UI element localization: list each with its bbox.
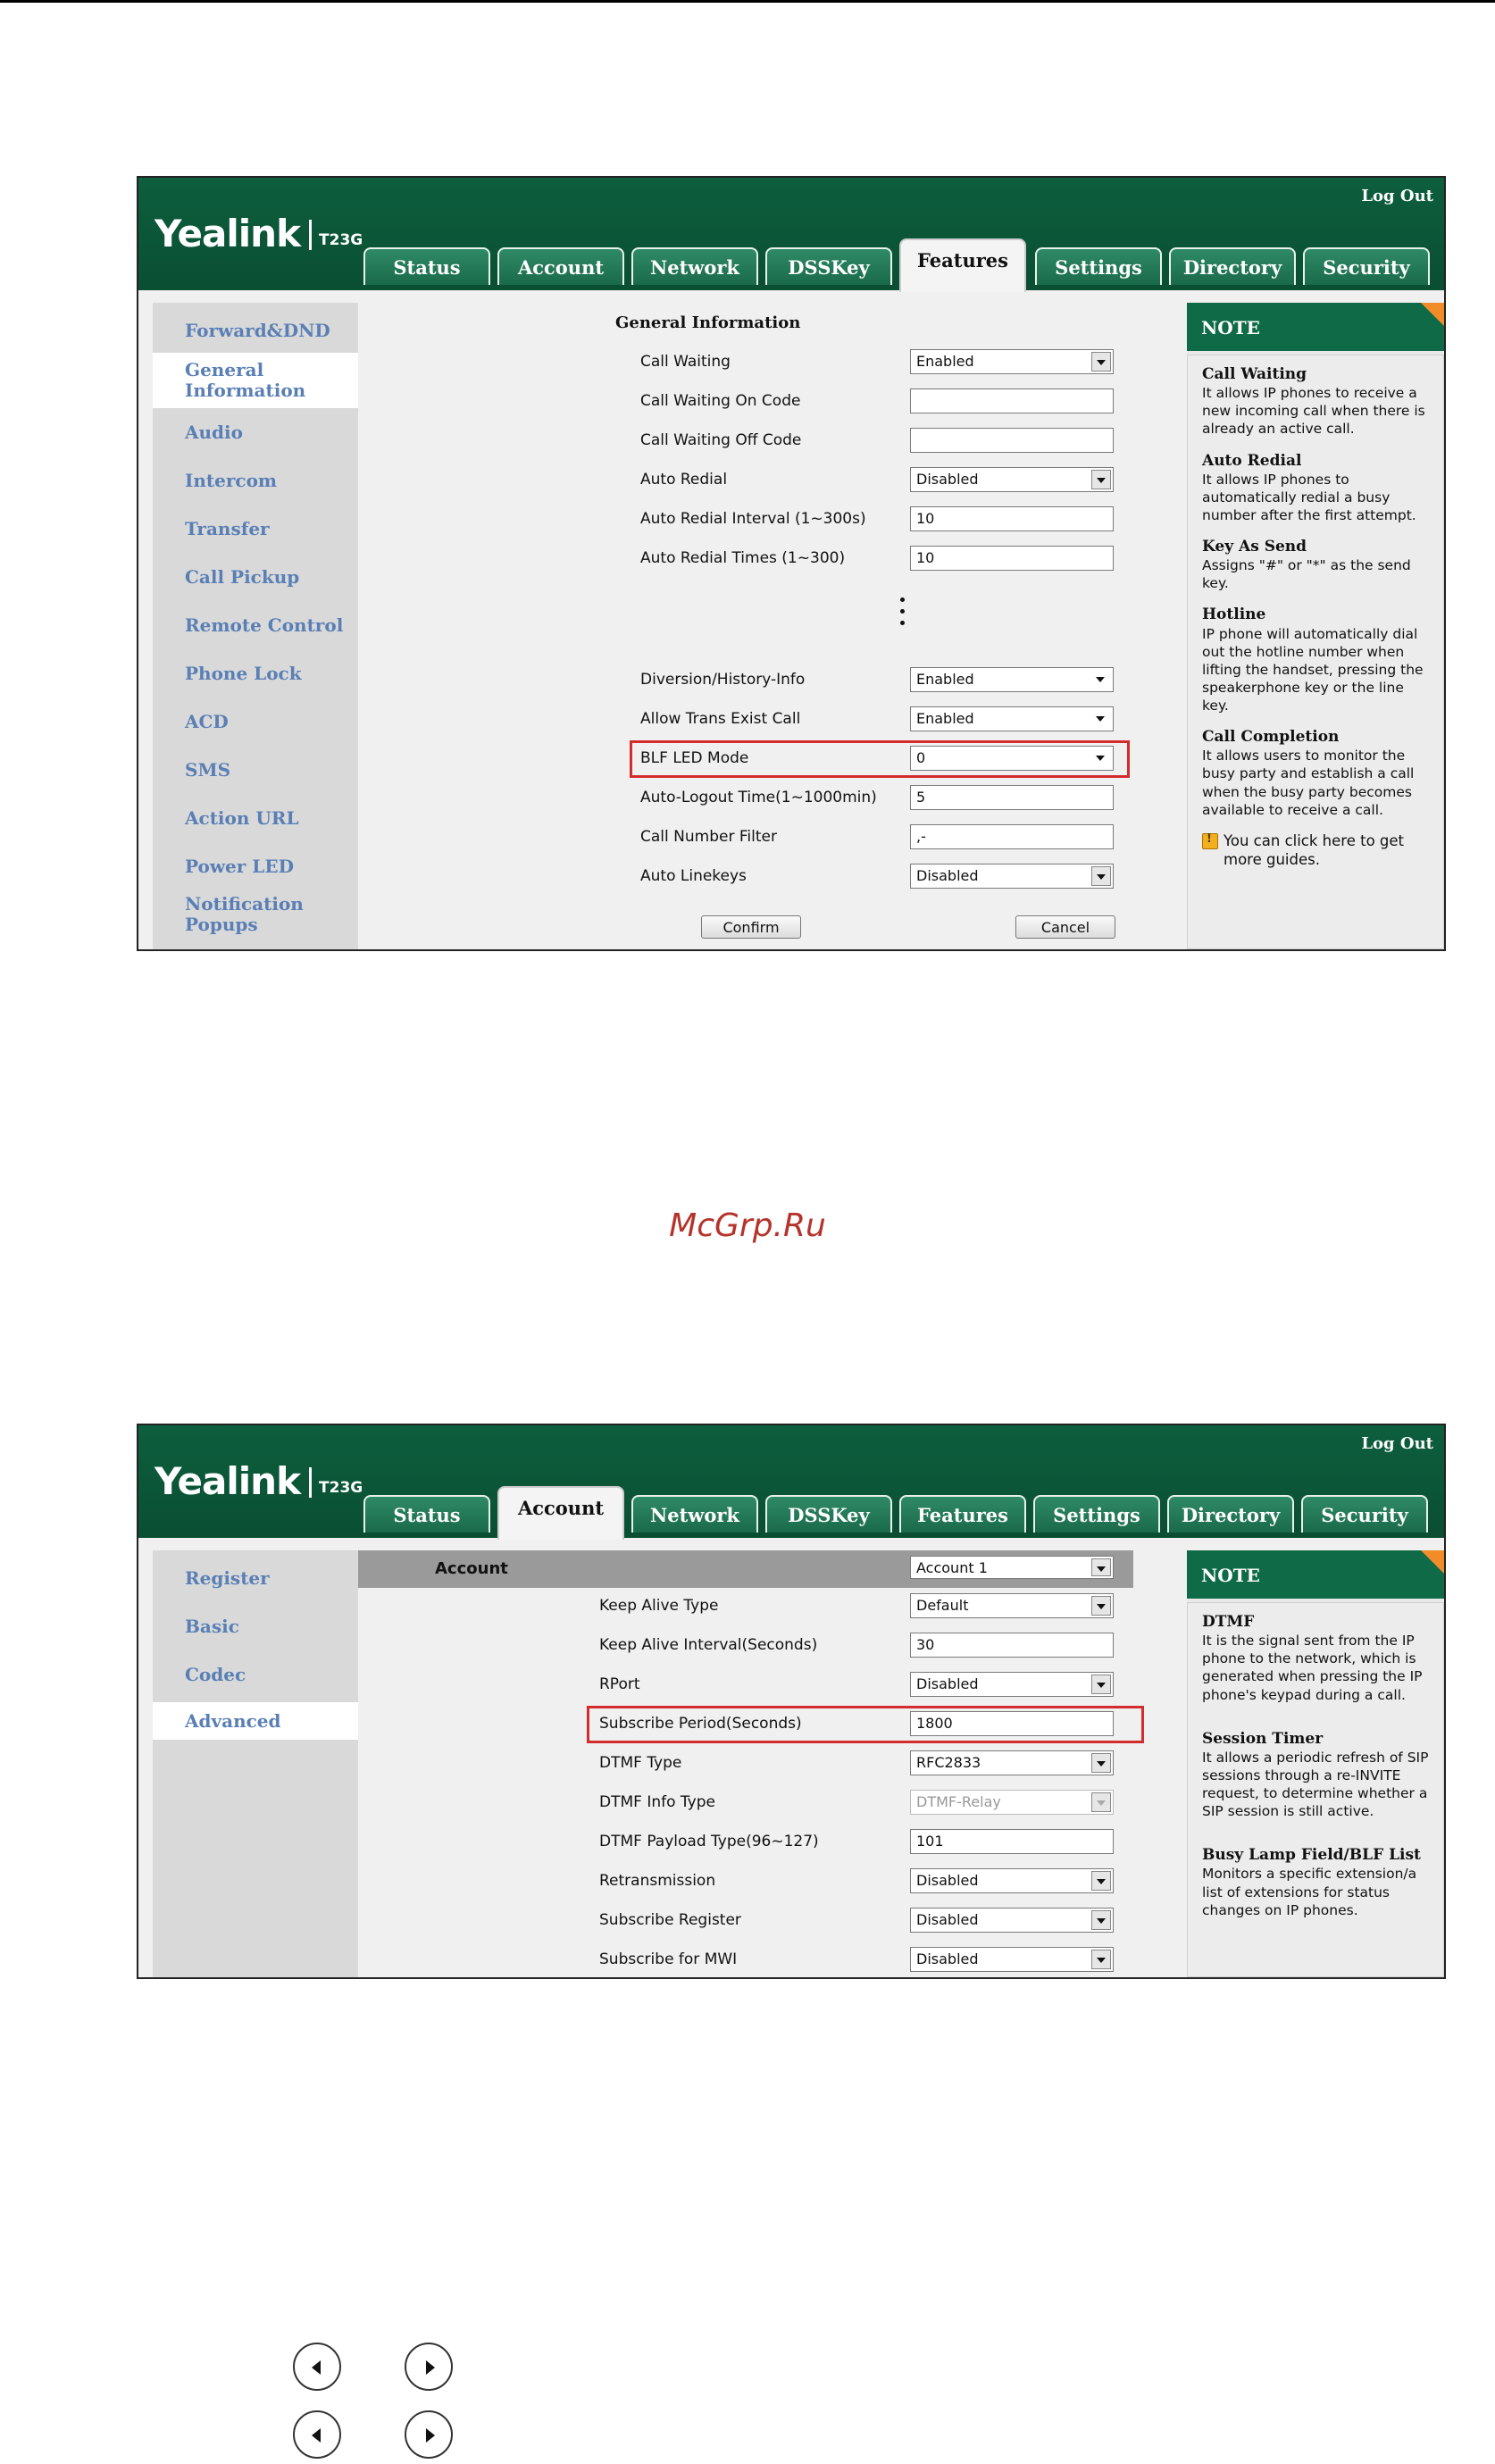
screenshot-account-advanced [137, 1424, 1446, 1979]
sidebar [153, 1550, 358, 1977]
label-auto-logout-time: Auto-Logout Time(1~1000min) [640, 789, 877, 806]
chevron-down-icon [1091, 1792, 1111, 1812]
auto-redial-interval-input[interactable]: 10 [910, 506, 1114, 531]
label-rport: RPort [599, 1675, 640, 1693]
label-subscribe-for-mwi: Subscribe for MWI [599, 1950, 738, 1968]
label-dtmf-info-type: DTMF Info Type [599, 1793, 715, 1811]
note-item: Call Waiting It allows IP phones to receive a new incoming call when there is already an active call. [1202, 365, 1425, 438]
tab-settings[interactable]: Settings [1035, 247, 1162, 285]
subscribe-register-select[interactable]: Disabled [910, 1908, 1114, 1933]
note-item: Busy Lamp Field/BLF List Monitors a specific extension/a list of extensions for status changes on IP phones. [1202, 1846, 1421, 1918]
tab-account[interactable]: Account [497, 1486, 624, 1540]
dtmf-type-select[interactable]: RFC2833 [910, 1750, 1114, 1775]
tab-directory[interactable]: Directory [1169, 247, 1296, 285]
logout-link[interactable]: Log Out [1361, 1434, 1433, 1453]
note-title: NOTE [1187, 303, 1444, 351]
sidebar-item-remote-control[interactable]: Remote Control [185, 614, 344, 636]
settings-form [358, 290, 1189, 949]
note-panel [1187, 303, 1444, 949]
note-body [1187, 1602, 1444, 1977]
tab-account[interactable]: Account [497, 247, 624, 285]
label-auto-redial-interval: Auto Redial Interval (1~300s) [640, 510, 866, 528]
chevron-down-icon [1091, 1558, 1111, 1576]
sidebar-item-general-information[interactable]: General Information [153, 353, 358, 408]
chevron-down-icon [1091, 748, 1111, 768]
allow-trans-exist-call-select[interactable]: Enabled [910, 706, 1114, 731]
sidebar-item-forward-dnd[interactable]: Forward&DND [185, 319, 330, 341]
chevron-down-icon [1091, 1910, 1111, 1930]
sidebar-item-transfer[interactable]: Transfer [185, 517, 270, 539]
page-top-rule [0, 0, 1495, 3]
sidebar-item-phone-lock[interactable]: Phone Lock [185, 662, 302, 684]
note-body [1187, 355, 1444, 949]
chevron-down-icon [1091, 470, 1111, 489]
chevron-down-icon [1091, 352, 1111, 372]
logout-link[interactable]: Log Out [1361, 187, 1433, 205]
label-call-waiting: Call Waiting [640, 353, 731, 371]
note-item: Hotline IP phone will automatically dial out the hotline number when lifting the handset, pressing the speakerphone key or the line key. [1202, 606, 1424, 714]
confirm-button[interactable]: Confirm [701, 915, 801, 939]
tab-directory[interactable]: Directory [1167, 1495, 1294, 1533]
call-waiting-off-code-input[interactable] [910, 428, 1114, 453]
tab-network[interactable]: Network [631, 1495, 758, 1533]
yealink-logo: Yealink T23G [155, 1459, 363, 1503]
screenshot-features-general-information [137, 176, 1446, 951]
label-auto-redial: Auto Redial [640, 471, 728, 489]
tab-status[interactable]: Status [363, 247, 490, 285]
tab-network[interactable]: Network [631, 247, 758, 285]
note-item: Auto Redial It allows IP phones to automatically redial a busy number after the first attempt. [1202, 451, 1416, 523]
retransmission-select[interactable]: Disabled [910, 1868, 1114, 1893]
rport-select[interactable]: Disabled [910, 1672, 1114, 1697]
header-bar [138, 178, 1444, 290]
sidebar-item-acd[interactable]: ACD [185, 710, 229, 732]
chevron-down-icon [1091, 670, 1111, 689]
chevron-down-icon [1091, 1950, 1111, 1969]
vertical-ellipsis [900, 597, 906, 632]
label-subscribe-period: Subscribe Period(Seconds) [599, 1715, 802, 1733]
dtmf-info-type-select: DTMF-Relay [910, 1790, 1114, 1815]
label-call-waiting-on-code: Call Waiting On Code [640, 392, 801, 410]
call-waiting-on-code-input[interactable] [910, 388, 1114, 413]
tab-dsskey[interactable]: DSSKey [765, 247, 892, 285]
diversion-history-info-select[interactable]: Enabled [910, 667, 1114, 692]
left-navigation-key-icon [293, 2410, 341, 2459]
chevron-down-icon [1091, 1596, 1111, 1616]
tab-features[interactable]: Features [899, 238, 1026, 292]
left-navigation-key-icon [293, 2343, 341, 2391]
chevron-down-icon [1091, 1675, 1111, 1694]
label-keep-alive-type: Keep Alive Type [599, 1597, 719, 1615]
sidebar-item-power-led[interactable]: Power LED [185, 855, 294, 877]
sidebar-item-audio[interactable]: Audio [185, 421, 243, 443]
sidebar-item-intercom[interactable]: Intercom [185, 469, 278, 491]
lightbulb-icon [1202, 833, 1218, 849]
note-item: Key As Send Assigns "#" or "*" as the send key. [1202, 538, 1411, 592]
content-area [138, 1538, 1444, 1977]
settings-form [358, 1538, 1133, 1977]
label-call-number-filter: Call Number Filter [640, 828, 777, 846]
auto-redial-select[interactable]: Disabled [910, 467, 1114, 492]
dtmf-payload-type-input[interactable]: 101 [910, 1829, 1114, 1854]
note-item: DTMF It is the signal sent from the IP phone to the network, which is generated when pressing the IP phone's keypad during a call. [1202, 1613, 1423, 1703]
call-number-filter-input[interactable]: ,- [910, 824, 1114, 849]
label-dtmf-payload-type: DTMF Payload Type(96~127) [599, 1833, 819, 1850]
sidebar-item-sms[interactable]: SMS [185, 758, 231, 781]
account-label: Account [435, 1559, 508, 1578]
auto-linekeys-select[interactable]: Disabled [910, 864, 1114, 889]
label-auto-redial-times: Auto Redial Times (1~300) [640, 549, 846, 567]
chevron-down-icon [1091, 1871, 1111, 1891]
tab-dsskey[interactable]: DSSKey [765, 1495, 892, 1533]
note-title: NOTE [1187, 1550, 1444, 1599]
note-item: Session Timer It allows a periodic refresh of SIP sessions through a re-INVITE request, to determine whether a SIP session is still active. [1202, 1729, 1429, 1820]
label-retransmission: Retransmission [599, 1872, 716, 1890]
auto-logout-time-input[interactable]: 5 [910, 785, 1114, 810]
watermark: McGrp.Ru [669, 1207, 826, 1244]
label-subscribe-register: Subscribe Register [599, 1911, 741, 1929]
tab-settings[interactable]: Settings [1033, 1495, 1160, 1533]
section-title: General Information [615, 313, 801, 332]
auto-redial-times-input[interactable]: 10 [910, 546, 1114, 571]
sidebar-item-codec[interactable]: Codec [185, 1663, 246, 1685]
sidebar-item-call-pickup[interactable]: Call Pickup [185, 565, 300, 588]
label-allow-trans-exist-call: Allow Trans Exist Call [640, 710, 801, 728]
content-area [138, 290, 1444, 949]
header-bar [138, 1425, 1444, 1538]
sidebar-item-advanced[interactable]: Advanced [153, 1702, 358, 1740]
keep-alive-interval-input[interactable]: 30 [910, 1633, 1114, 1658]
sidebar [153, 303, 358, 949]
chevron-down-icon [1091, 866, 1111, 886]
label-call-waiting-off-code: Call Waiting Off Code [640, 431, 802, 449]
sidebar-item-action-url[interactable]: Action URL [185, 806, 299, 829]
label-auto-linekeys: Auto Linekeys [640, 867, 747, 885]
keep-alive-type-select[interactable]: Default [910, 1593, 1114, 1618]
label-blf-led-mode: BLF LED Mode [640, 749, 749, 767]
tab-features[interactable]: Features [899, 1495, 1026, 1533]
right-navigation-key-icon [405, 2343, 453, 2391]
chevron-down-icon [1091, 709, 1111, 729]
note-panel [1187, 1550, 1444, 1977]
sidebar-item-notification-popups[interactable]: Notification Popups [185, 893, 304, 935]
tab-security[interactable]: Security [1301, 1495, 1428, 1533]
right-navigation-key-icon [405, 2410, 453, 2459]
subscribe-period-input[interactable]: 1800 [910, 1711, 1114, 1736]
chevron-down-icon [1091, 1753, 1111, 1773]
subscribe-for-mwi-select[interactable]: Disabled [910, 1947, 1114, 1972]
note-item: Call Completion It allows users to monitor the busy party and establish a call when the busy party becomes available to receive a call. [1202, 728, 1415, 818]
blf-led-mode-select[interactable]: 0 [910, 746, 1114, 771]
yealink-logo: Yealink T23G [155, 212, 363, 255]
account-select[interactable]: Account 1 [910, 1556, 1114, 1579]
label-keep-alive-interval: Keep Alive Interval(Seconds) [599, 1636, 818, 1654]
sidebar-item-basic[interactable]: Basic [185, 1615, 239, 1637]
tab-status[interactable]: Status [363, 1495, 490, 1533]
label-dtmf-type: DTMF Type [599, 1754, 682, 1772]
sidebar-item-register[interactable]: Register [185, 1566, 270, 1589]
label-diversion-history-info: Diversion/History-Info [640, 671, 806, 689]
tab-security[interactable]: Security [1303, 247, 1430, 285]
guide-link[interactable]: ! You can click here to get more guides. [1202, 831, 1434, 870]
call-waiting-select[interactable]: Enabled [910, 349, 1114, 374]
cancel-button[interactable]: Cancel [1015, 915, 1115, 939]
